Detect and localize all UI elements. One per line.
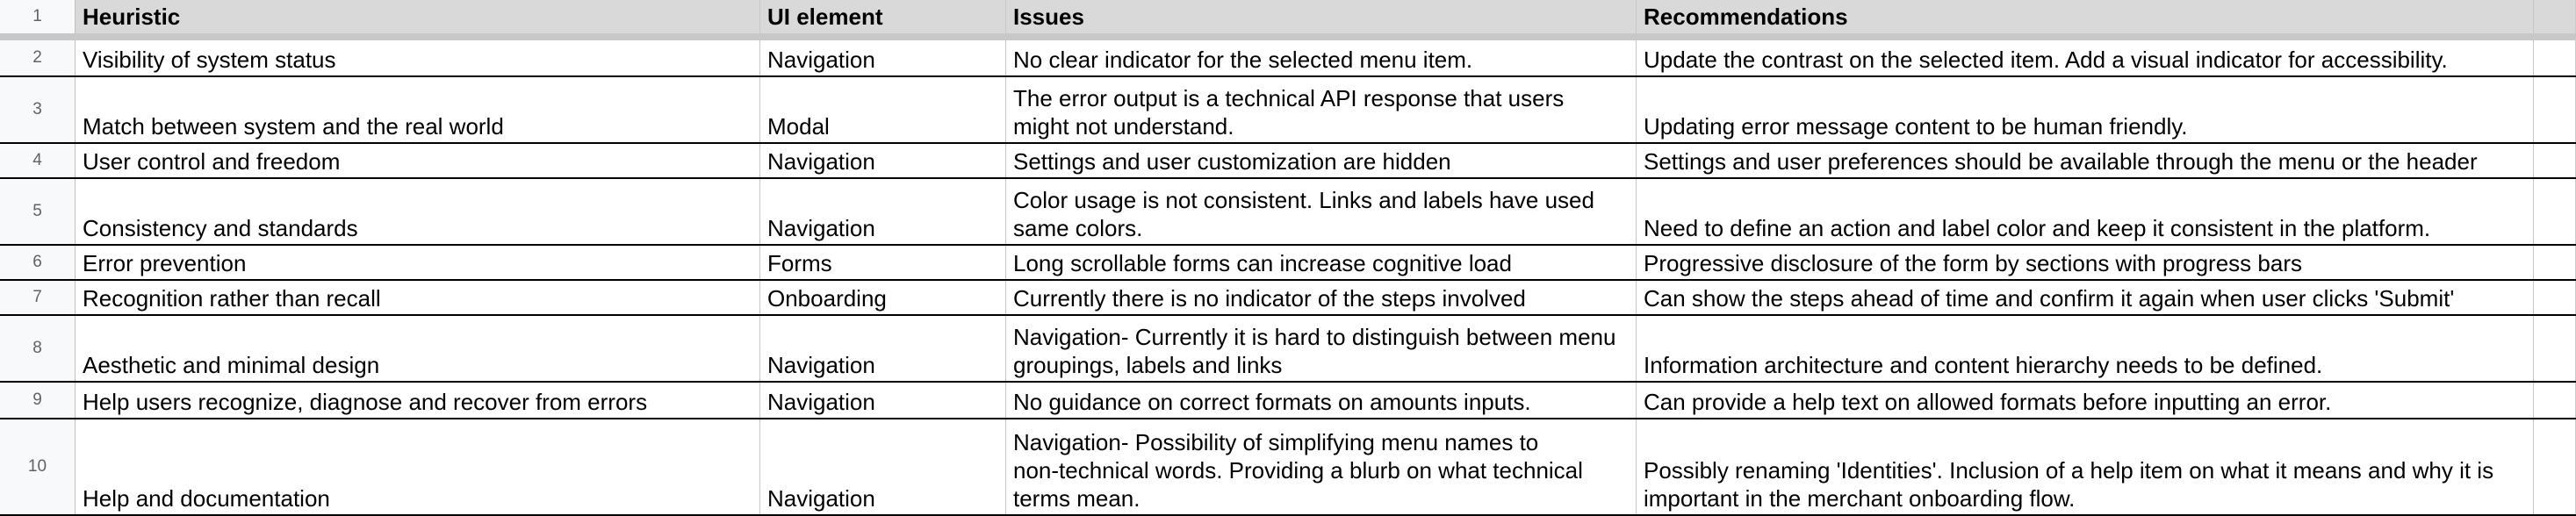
empty-cell[interactable] — [2534, 77, 2576, 142]
table-row — [0, 144, 2576, 179]
header-cell-recommendations[interactable]: Recommendations — [1637, 0, 2534, 33]
cell-ui-element[interactable]: Modal — [760, 77, 1006, 142]
cell-issues[interactable]: No clear indicator for the selected menu item. — [1006, 40, 1637, 75]
cell-ui-element[interactable]: Navigation — [760, 383, 1006, 418]
row-number[interactable]: 3 — [0, 77, 76, 142]
cell-recommendations[interactable]: Update the contrast on the selected item. Add a visual indicator for accessibility. — [1637, 40, 2534, 75]
row-number[interactable]: 7 — [0, 281, 76, 314]
cell-heuristic[interactable]: Visibility of system status — [76, 40, 760, 75]
cell-heuristic[interactable]: Recognition rather than recall — [76, 281, 760, 314]
cell-issues[interactable]: Currently there is no indicator of the steps involved — [1006, 281, 1637, 314]
table-row — [0, 40, 2576, 77]
empty-cell[interactable] — [2534, 281, 2576, 314]
cell-recommendations[interactable]: Progressive disclosure of the form by sections with progress bars — [1637, 246, 2534, 279]
cell-ui-element[interactable]: Onboarding — [760, 281, 1006, 314]
cell-heuristic[interactable]: Consistency and standards — [76, 179, 760, 244]
cell-ui-element[interactable]: Navigation — [760, 316, 1006, 381]
table-row — [0, 316, 2576, 383]
header-row — [0, 0, 2576, 40]
header-cell-issues[interactable]: Issues — [1006, 0, 1637, 33]
cell-recommendations[interactable]: Settings and user preferences should be available through the menu or the header — [1637, 144, 2534, 177]
row-number[interactable]: 2 — [0, 40, 76, 75]
table-row — [0, 179, 2576, 246]
table-row — [0, 383, 2576, 419]
table-row — [0, 77, 2576, 144]
cell-recommendations[interactable]: Can show the steps ahead of time and confirm it again when user clicks 'Submit' — [1637, 281, 2534, 314]
cell-issues[interactable]: Settings and user customization are hidden — [1006, 144, 1637, 177]
cell-heuristic[interactable]: Error prevention — [76, 246, 760, 279]
cell-ui-element[interactable]: Navigation — [760, 179, 1006, 244]
header-cell-ui-element[interactable]: UI element — [760, 0, 1006, 33]
cell-recommendations[interactable]: Possibly renaming 'Identities'. Inclusion of a help item on what it means and why it is important in the merchant onboarding flow. — [1637, 419, 2534, 514]
empty-cell[interactable] — [2534, 383, 2576, 418]
cell-ui-element[interactable]: Navigation — [760, 419, 1006, 514]
cell-heuristic[interactable]: Aesthetic and minimal design — [76, 316, 760, 381]
row-number[interactable]: 6 — [0, 246, 76, 279]
cell-recommendations[interactable]: Need to define an action and label color and keep it consistent in the platform. — [1637, 179, 2534, 244]
table-row — [0, 281, 2576, 316]
empty-cell[interactable] — [2534, 419, 2576, 514]
empty-cell[interactable] — [2534, 316, 2576, 381]
cell-heuristic[interactable]: Match between system and the real world — [76, 77, 760, 142]
row-number[interactable]: 4 — [0, 144, 76, 177]
empty-cell[interactable] — [2534, 40, 2576, 75]
row-number[interactable]: 9 — [0, 383, 76, 418]
empty-cell[interactable] — [2534, 179, 2576, 244]
cell-issues[interactable]: Color usage is not consistent. Links and labels have used same colors. — [1006, 179, 1637, 244]
cell-heuristic[interactable]: User control and freedom — [76, 144, 760, 177]
cell-ui-element[interactable]: Navigation — [760, 144, 1006, 177]
cell-issues[interactable]: Navigation- Possibility of simplifying menu names to non-technical words. Providing a blurb on what technical terms mean. — [1006, 419, 1637, 514]
empty-cell[interactable] — [2534, 246, 2576, 279]
table-row — [0, 246, 2576, 281]
cell-heuristic[interactable]: Help and documentation — [76, 419, 760, 514]
cell-heuristic[interactable]: Help users recognize, diagnose and recover from errors — [76, 383, 760, 418]
cell-issues[interactable]: Long scrollable forms can increase cognitive load — [1006, 246, 1637, 279]
empty-cell[interactable] — [2534, 144, 2576, 177]
cell-issues[interactable]: The error output is a technical API response that users might not understand. — [1006, 77, 1637, 142]
row-number[interactable]: 1 — [0, 0, 76, 33]
row-number[interactable]: 10 — [0, 419, 76, 514]
header-cell-heuristic[interactable]: Heuristic — [76, 0, 760, 33]
cell-issues[interactable]: No guidance on correct formats on amounts inputs. — [1006, 383, 1637, 418]
row-number[interactable]: 5 — [0, 179, 76, 244]
table-row — [0, 419, 2576, 516]
empty-cell[interactable] — [2534, 0, 2576, 33]
cell-recommendations[interactable]: Can provide a help text on allowed formats before inputting an error. — [1637, 383, 2534, 418]
cell-ui-element[interactable]: Forms — [760, 246, 1006, 279]
cell-ui-element[interactable]: Navigation — [760, 40, 1006, 75]
cell-issues[interactable]: Navigation- Currently it is hard to distinguish between menu groupings, labels and links — [1006, 316, 1637, 381]
cell-recommendations[interactable]: Information architecture and content hierarchy needs to be defined. — [1637, 316, 2534, 381]
row-number[interactable]: 8 — [0, 316, 76, 381]
cell-recommendations[interactable]: Updating error message content to be human friendly. — [1637, 77, 2534, 142]
